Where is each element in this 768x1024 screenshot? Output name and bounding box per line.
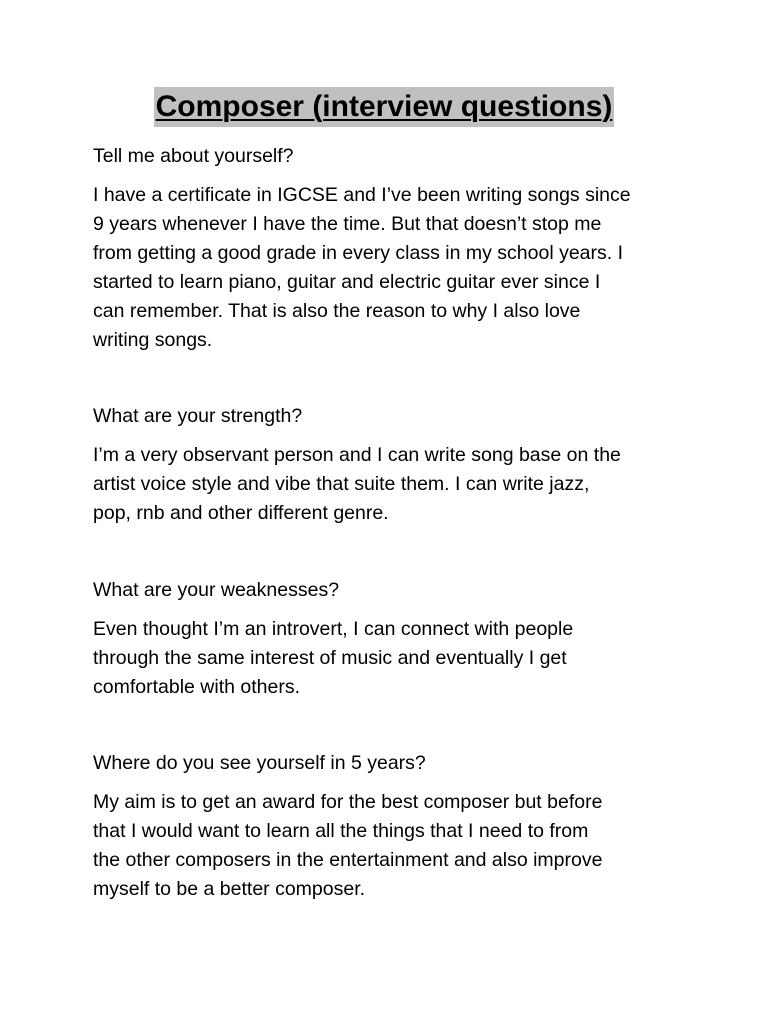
answer-3-line: Even thought I’m an introvert, I can connect with people [93, 618, 574, 640]
answer-1-line: 9 years whenever I have the time. But that doesn’t stop me [93, 213, 602, 235]
answer-3 [93, 615, 693, 702]
question-4: Where do you see yourself in 5 years? [93, 752, 426, 774]
answer-1-line: can remember. That is also the reason to why I also love [93, 300, 581, 322]
question-1: Tell me about yourself? [93, 145, 294, 167]
answer-3-line: through the same interest of music and eventually I get [93, 647, 567, 669]
answer-2 [93, 441, 693, 528]
answer-1-line: started to learn piano, guitar and electric guitar ever since I [93, 271, 601, 293]
answer-3-line: comfortable with others. [93, 676, 301, 698]
document-title: Composer (interview questions) [154, 87, 615, 127]
answer-2-line: I’m a very observant person and I can write song base on the [93, 444, 621, 466]
answer-1-line: writing songs. [93, 329, 213, 351]
answer-4-line: the other composers in the entertainment and also improve [93, 849, 603, 871]
answer-4 [93, 788, 693, 904]
answer-1 [93, 181, 693, 355]
title-container [0, 87, 768, 127]
answer-2-line: pop, rnb and other different genre. [93, 502, 389, 524]
answer-1-line: I have a certificate in IGCSE and I’ve been writing songs since [93, 184, 631, 206]
question-2: What are your strength? [93, 405, 303, 427]
question-3: What are your weaknesses? [93, 579, 340, 601]
answer-4-line: that I would want to learn all the things that I need to from [93, 820, 589, 842]
answer-4-line: My aim is to get an award for the best composer but before [93, 791, 603, 813]
answer-2-line: artist voice style and vibe that suite them. I can write jazz, [93, 473, 590, 495]
answer-1-line: from getting a good grade in every class in my school years. I [93, 242, 624, 264]
answer-4-line: myself to be a better composer. [93, 878, 366, 900]
